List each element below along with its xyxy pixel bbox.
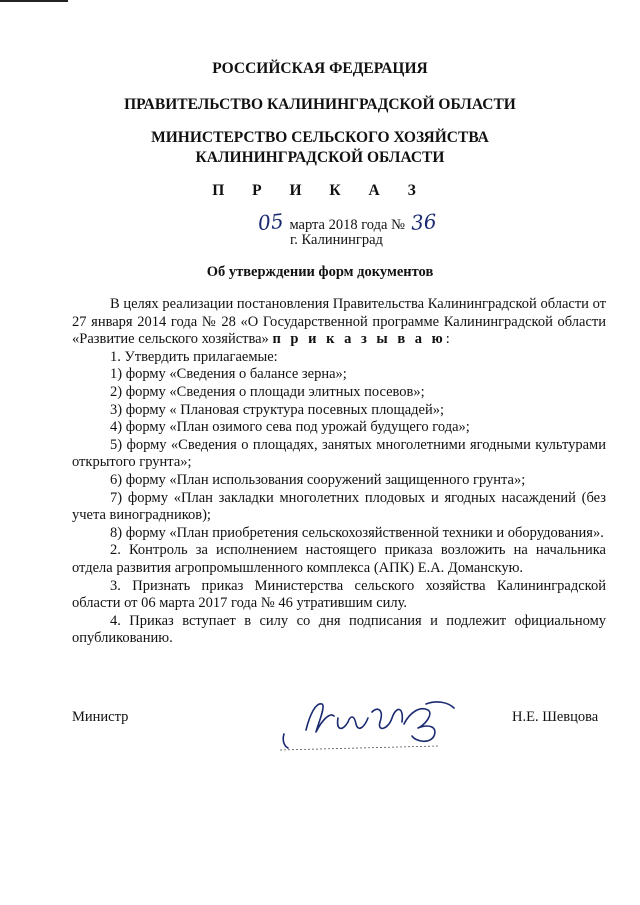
signatory-name: Н.Е. Шевцова (512, 709, 599, 725)
body-item: 2. Контроль за исполнением настоящего приказа возложить на начальника отдела развития агропромышленного комплекса (АПК) Е.А. Доманскую. (72, 542, 606, 576)
body-item: 1) форму «Сведения о балансе зерна»; (110, 366, 347, 383)
signature-image (278, 684, 478, 754)
body-item: 6) форму «План использования сооружений защищенного грунта»; (110, 471, 526, 488)
body-item: 7) форму «План закладки многолетних плодовых и ягодных насаждений (без учета виноградников); (72, 489, 606, 524)
decree-word: п р и к а з ы в а ю (272, 331, 446, 348)
country-header: РОССИЙСКАЯ ФЕДЕРАЦИЯ (212, 60, 428, 77)
body-item: 3. Признать приказ Министерства сельского хозяйства Калининградской области от 06 марта 2017 года № 46 утратившим силу. (72, 577, 606, 612)
body-item: 2) форму «Сведения о площади элитных посевов»; (110, 383, 425, 400)
ministry-header-line1: МИНИСТЕРСТВО СЕЛЬСКОГО ХОЗЯЙСТВА (151, 129, 489, 146)
date-line (258, 210, 436, 234)
government-header: ПРАВИТЕЛЬСТВО КАЛИНИНГРАДСКОЙ ОБЛАСТИ (124, 96, 516, 113)
body-item: 4. Приказ вступает в силу со дня подписания и подлежит официальному опубликованию. (72, 612, 606, 647)
city: г. Калининград (290, 232, 383, 248)
document-subject: Об утверждении форм документов (206, 264, 434, 280)
handwritten-day: 05 (256, 208, 285, 236)
document-type: П Р И К А З (212, 182, 428, 199)
preamble-text: В целях реализации постановления Правительства Калининградской области от 27 января 2014 года № 28 «О Государственной программе Калининградской области «Развитие сельского хозяйства» (72, 296, 606, 348)
document-body (72, 296, 606, 648)
body-item: 4) форму «План озимого сева под урожай будущего года»; (110, 419, 470, 436)
handwritten-number: 36 (410, 209, 438, 235)
scan-corner-mark (0, 0, 68, 2)
body-item: 3) форму « Плановая структура посевных площадей»; (110, 401, 445, 418)
ministry-header-line2: КАЛИНИНГРАДСКОЙ ОБЛАСТИ (195, 149, 445, 166)
body-item: 1. Утвердить прилагаемые: (110, 348, 278, 365)
body-item: 5) форму «Сведения о площадях, занятых многолетними ягодными культурами открытого грунта»; (72, 436, 606, 471)
decree-colon: : (445, 331, 450, 348)
signatory-title: Министр (72, 709, 129, 725)
ministry-header (0, 128, 640, 168)
body-item: 8) форму «План приобретения сельскохозяйственной техники и оборудования». (110, 524, 604, 541)
preamble-paragraph (72, 296, 606, 349)
date-month-year: марта 2018 года № (289, 217, 405, 233)
